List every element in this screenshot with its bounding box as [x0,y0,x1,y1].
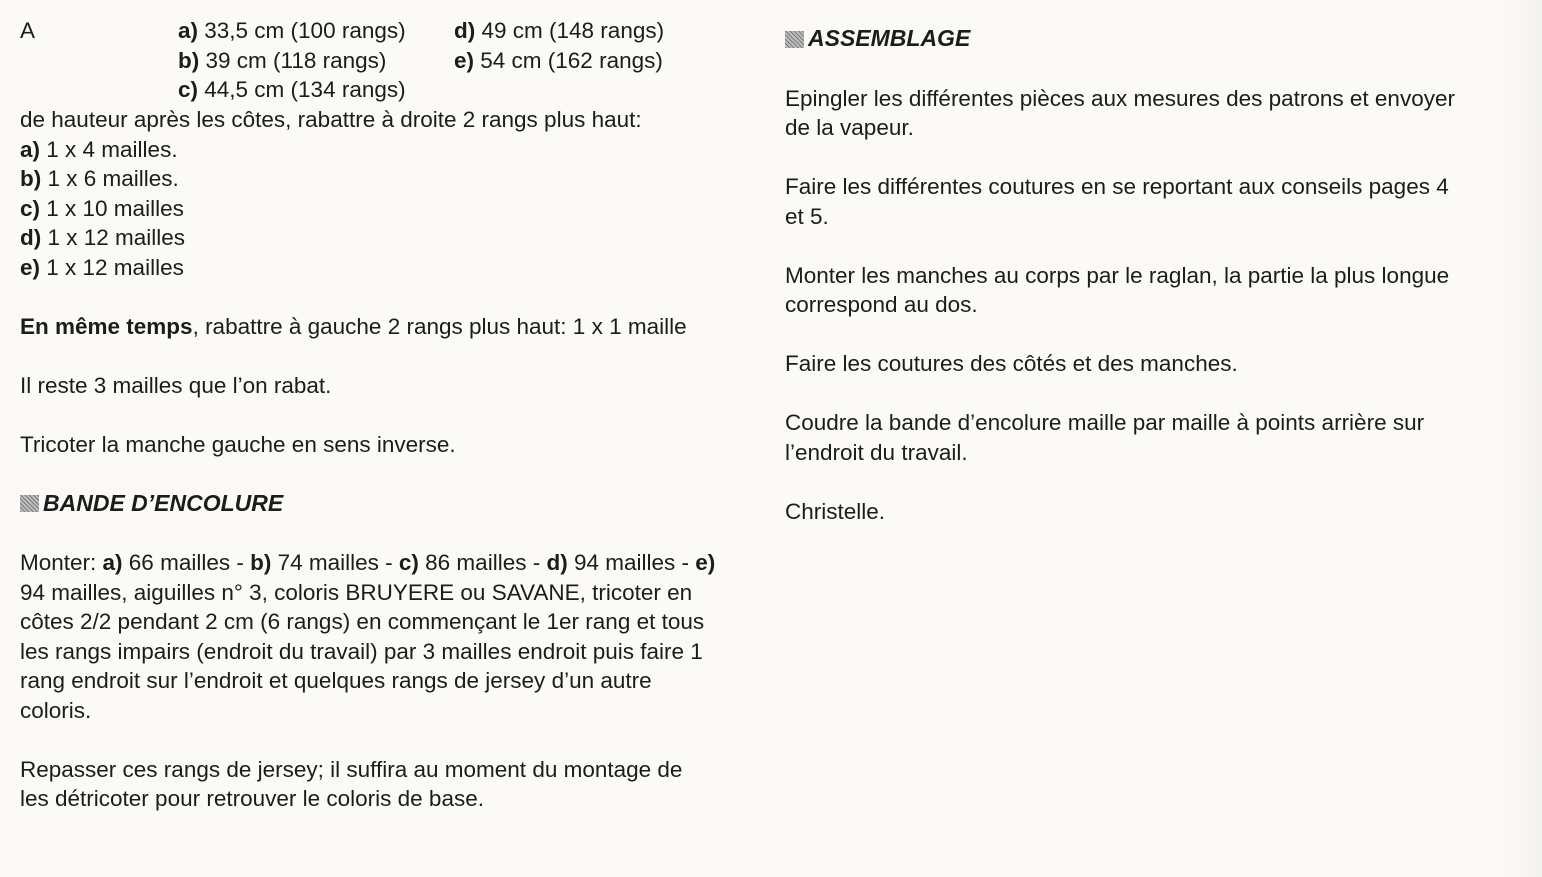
size-e: e) 54 cm (162 rangs) [454,47,663,73]
repasser-paragraph: Repasser ces rangs de jersey; il suffira au moment du montage de les détricoter pour retrouver le coloris de base. [20,756,683,811]
bande-encolure-heading [20,489,752,519]
assemblage-title: ASSEMBLAGE [808,25,971,52]
decrease-e: e) 1 x 12 mailles [20,254,184,280]
left-column [20,16,752,814]
cotes-manches-paragraph: Faire les coutures des côtés et des manches. [785,351,1238,376]
epingler-paragraph: Epingler les différentes pièces aux mesures des patrons et envoyer de la vapeur. [785,85,1455,140]
size-b: b) 39 cm (118 rangs) [178,47,387,73]
bande-encolure-title: BANDE D’ENCOLURE [43,489,284,516]
meme-temps-paragraph: En même temps, rabattre à gauche 2 rangs plus haut: 1 x 1 maille [20,313,687,339]
signature: Christelle. [785,498,886,524]
height-sizes-block [20,16,752,105]
decrease-b: b) 1 x 6 mailles. [20,166,179,191]
decrease-a: a) 1 x 4 mailles. [20,136,178,162]
size-c: c) 44,5 cm (134 rangs) [178,77,406,102]
size-a: a) 33,5 cm (100 rangs) [178,18,406,43]
coutures-paragraph: Faire les différentes coutures en se reportant aux conseils pages 4 et 5. [785,174,1449,229]
tricoter-paragraph: Tricoter la manche gauche en sens inverse. [20,431,456,457]
size-marker: A [20,18,36,43]
raglan-paragraph: Monter les manches au corps par le raglan, la partie la plus longue correspond au dos. [785,262,1450,317]
reste-paragraph: Il reste 3 mailles que l’on rabat. [20,372,332,398]
assemblage-heading [785,24,1517,54]
section-square-icon [785,31,804,48]
monter-paragraph: Monter: a) 66 mailles - b) 74 mailles - c) 86 mailles - d) 94 mailles - e) 94 mailles, aiguilles n° 3, coloris BRUYERE ou SAVANE, tricoter en côtes 2/2 pendant 2 cm (6 rangs) en commençant le 1er rang et tous les rangs impairs (endroit du travail) par 3 mailles endroit puis faire 1 rang endroit sur l’endroit et quelques rangs de jersey d’un autre coloris. [20,550,716,723]
size-d: d) 49 cm (148 rangs) [454,18,665,43]
decrease-d: d) 1 x 12 mailles [20,225,186,250]
coudre-paragraph: Coudre la bande d’encolure maille par maille à points arrière sur l’endroit du travail. [785,410,1425,465]
right-column [785,24,1517,526]
after-sizes-text: de hauteur après les côtes, rabattre à droite 2 rangs plus haut: [20,107,642,132]
decrease-c: c) 1 x 10 mailles [20,195,184,221]
section-square-icon [20,495,39,512]
